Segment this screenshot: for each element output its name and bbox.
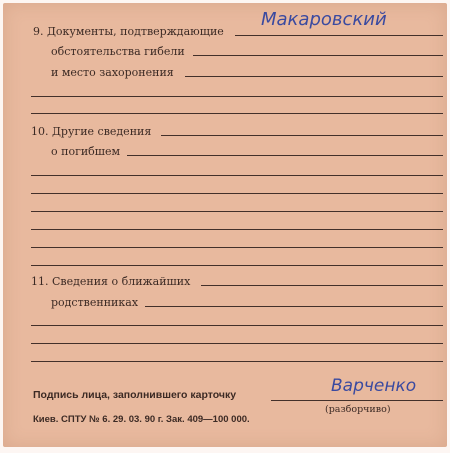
section-9-line-1 bbox=[235, 35, 443, 36]
blank-line bbox=[31, 96, 443, 97]
section-11-line-2 bbox=[145, 306, 443, 307]
section-9-label-line-2: обстоятельства гибели bbox=[51, 45, 185, 58]
section-10-line-1 bbox=[161, 135, 443, 136]
blank-line bbox=[31, 193, 443, 194]
blank-line bbox=[31, 265, 443, 266]
section-10-line-2 bbox=[127, 155, 443, 156]
blank-line bbox=[31, 229, 443, 230]
signature-handwriting: Варченко bbox=[331, 376, 417, 396]
printer-imprint: Киев. СПТУ № 6. 29. 03. 90 г. Зак. 409—100 000. bbox=[33, 414, 250, 425]
blank-line bbox=[31, 325, 443, 326]
signature-line bbox=[271, 400, 443, 401]
signature-hint: (разборчиво) bbox=[325, 404, 391, 415]
section-11-line-1 bbox=[201, 285, 443, 286]
section-9-line-2 bbox=[193, 55, 443, 56]
blank-line bbox=[31, 211, 443, 212]
blank-line bbox=[31, 175, 443, 176]
section-11-label: 11. Сведения о ближайших bbox=[31, 275, 191, 288]
blank-line bbox=[31, 247, 443, 248]
section-9-label: 9. Документы, подтверждающие bbox=[33, 25, 224, 38]
section-10-label-line-2: о погибшем bbox=[51, 145, 121, 158]
section-10-label: 10. Другие сведения bbox=[31, 125, 152, 138]
section-11-label-line-2: родственниках bbox=[51, 296, 139, 309]
blank-line bbox=[31, 361, 443, 362]
blank-line bbox=[31, 113, 443, 114]
blank-line bbox=[31, 343, 443, 344]
section-9-handwriting: Макаровский bbox=[261, 9, 387, 30]
signature-label: Подпись лица, заполнившего карточку bbox=[33, 389, 237, 401]
form-card bbox=[3, 3, 447, 447]
section-9-label-line-3: и место захоронения bbox=[51, 66, 174, 79]
section-9-line-3 bbox=[185, 76, 443, 77]
